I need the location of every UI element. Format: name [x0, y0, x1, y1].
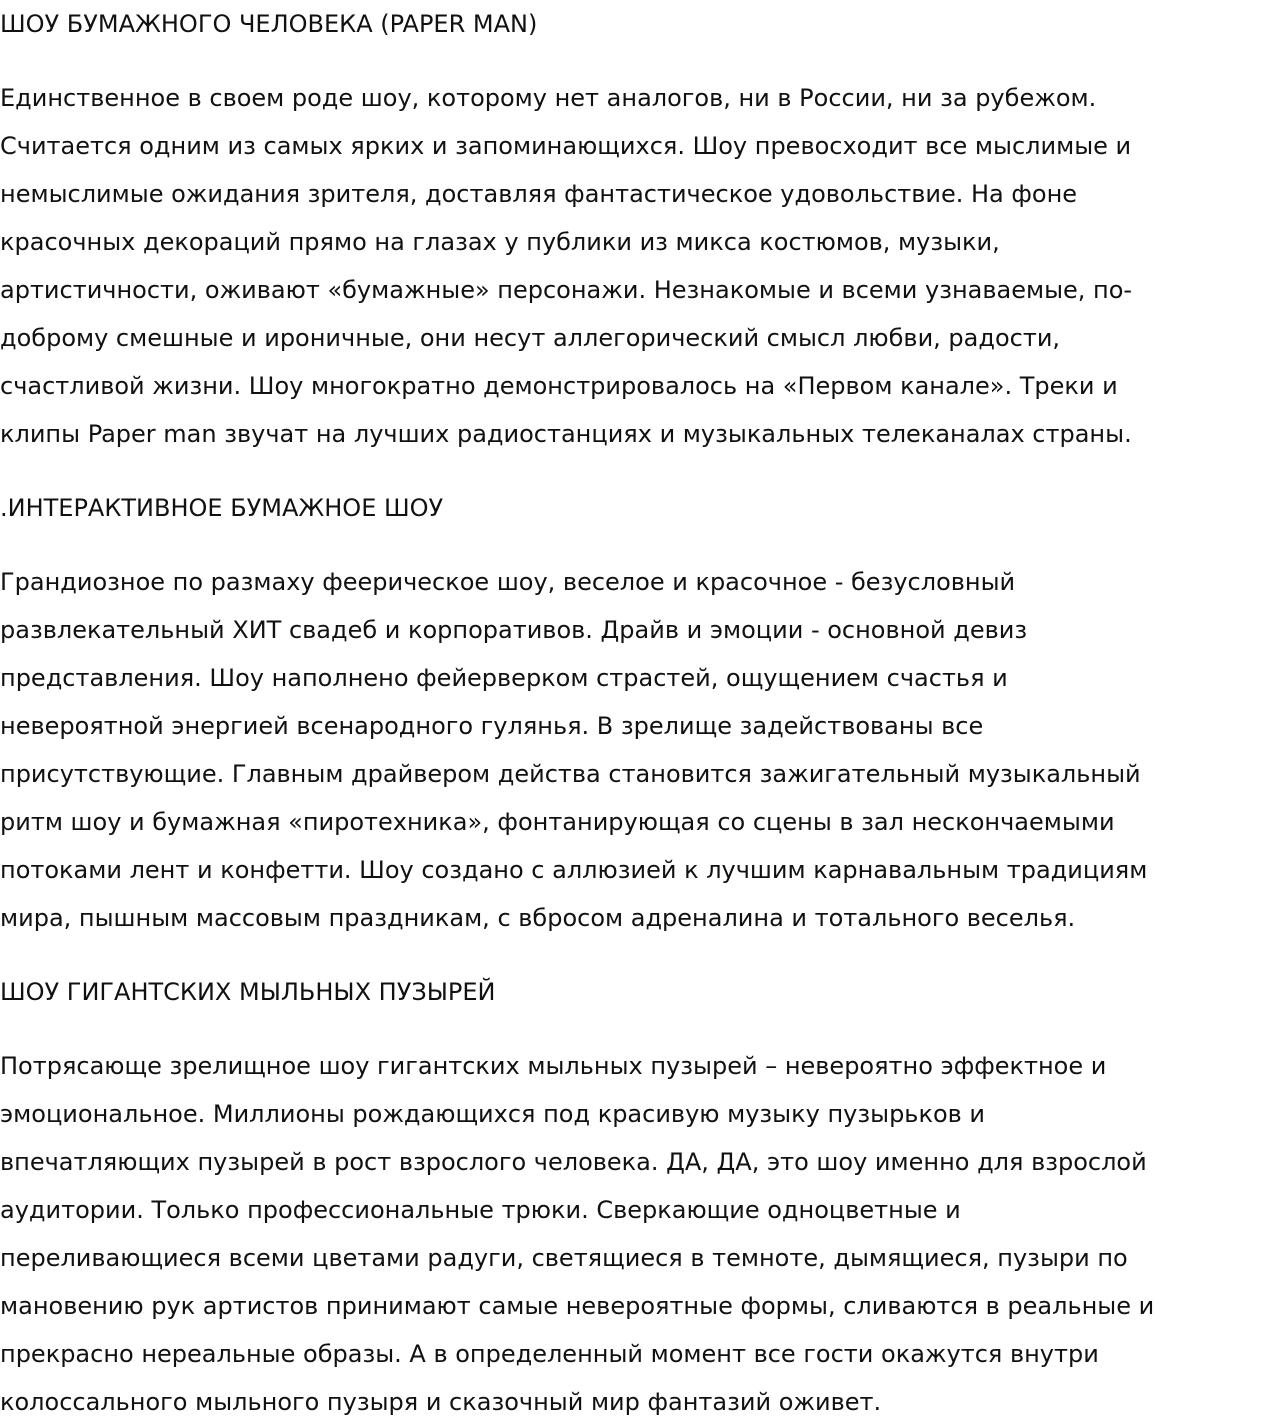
paragraph-line: эмоциональное. Миллионы рождающихся под красивую музыку пузырьков и [0, 1100, 985, 1128]
section-paragraph [0, 558, 1270, 942]
paragraph-line: прекрасно нереальные образы. А в определенный момент все гости окажутся внутри [0, 1340, 1099, 1368]
paragraph-line: мира, пышным массовым праздникам, с вбросом адреналина и тотального веселья. [0, 904, 1076, 932]
paragraph-line: развлекательный ХИТ свадеб и корпоративов. Драйв и эмоции - основной девиз [0, 616, 1028, 644]
paragraph-line: Единственное в своем роде шоу, которому нет аналогов, ни в России, ни за рубежом. [0, 84, 1097, 112]
section-paragraph [0, 1042, 1270, 1426]
paragraph-line: невероятной энергией всенародного гулянья. В зрелище задействованы все [0, 712, 984, 740]
paragraph-line: Считается одним из самых ярких и запоминающихся. Шоу превосходит все мыслимые и [0, 132, 1132, 160]
paragraph-line: Грандиозное по размаху феерическое шоу, веселое и красочное - безусловный [0, 568, 1016, 596]
section-giant-bubbles [0, 968, 1270, 1426]
paragraph-line: представления. Шоу наполнено фейерверком страстей, ощущением счастья и [0, 664, 1008, 692]
paragraph-line: мановению рук артистов принимают самые невероятные формы, сливаются в реальные и [0, 1292, 1155, 1320]
paragraph-line: колоссального мыльного пузыря и сказочный мир фантазий оживет. [0, 1388, 882, 1416]
paragraph-line: впечатляющих пузырей в рост взрослого человека. ДА, ДА, это шоу именно для взрослой [0, 1148, 1147, 1176]
section-paragraph [0, 74, 1270, 458]
paragraph-line: переливающиеся всеми цветами радуги, светящиеся в темноте, дымящиеся, пузыри по [0, 1244, 1128, 1272]
section-paper-man [0, 0, 1270, 458]
paragraph-line: доброму смешные и ироничные, они несут аллегорический смысл любви, радости, [0, 324, 1061, 352]
paragraph-line: Потрясающе зрелищное шоу гигантских мыльных пузырей – невероятно эффектное и [0, 1052, 1107, 1080]
paragraph-line: аудитории. Только профессиональные трюки. Сверкающие одноцветные и [0, 1196, 961, 1224]
section-title: ШОУ БУМАЖНОГО ЧЕЛОВЕКА (PAPER MAN) [0, 10, 538, 38]
paragraph-line: артистичности, оживают «бумажные» персонажи. Незнакомые и всеми узнаваемые, по- [0, 276, 1133, 304]
section-title: ШОУ ГИГАНТСКИХ МЫЛЬНЫХ ПУЗЫРЕЙ [0, 978, 496, 1006]
paragraph-line: клипы Paper man звучат на лучших радиостанциях и музыкальных телеканалах страны. [0, 420, 1132, 448]
paragraph-line: немыслимые ожидания зрителя, доставляя фантастическое удовольствие. На фоне [0, 180, 1078, 208]
paragraph-line: ритм шоу и бумажная «пиротехника», фонтанирующая со сцены в зал нескончаемыми [0, 808, 1115, 836]
paragraph-line: красочных декораций прямо на глазах у публики из микса костюмов, музыки, [0, 228, 1000, 256]
section-interactive-paper-show [0, 484, 1270, 942]
paragraph-line: счастливой жизни. Шоу многократно демонстрировалось на «Первом канале». Треки и [0, 372, 1118, 400]
section-title: .ИНТЕРАКТИВНОЕ БУМАЖНОЕ ШОУ [0, 494, 444, 522]
paragraph-line: присутствующие. Главным драйвером действа становится зажигательный музыкальный [0, 760, 1141, 788]
paragraph-line: потоками лент и конфетти. Шоу создано с аллюзией к лучшим карнавальным традициям [0, 856, 1148, 884]
